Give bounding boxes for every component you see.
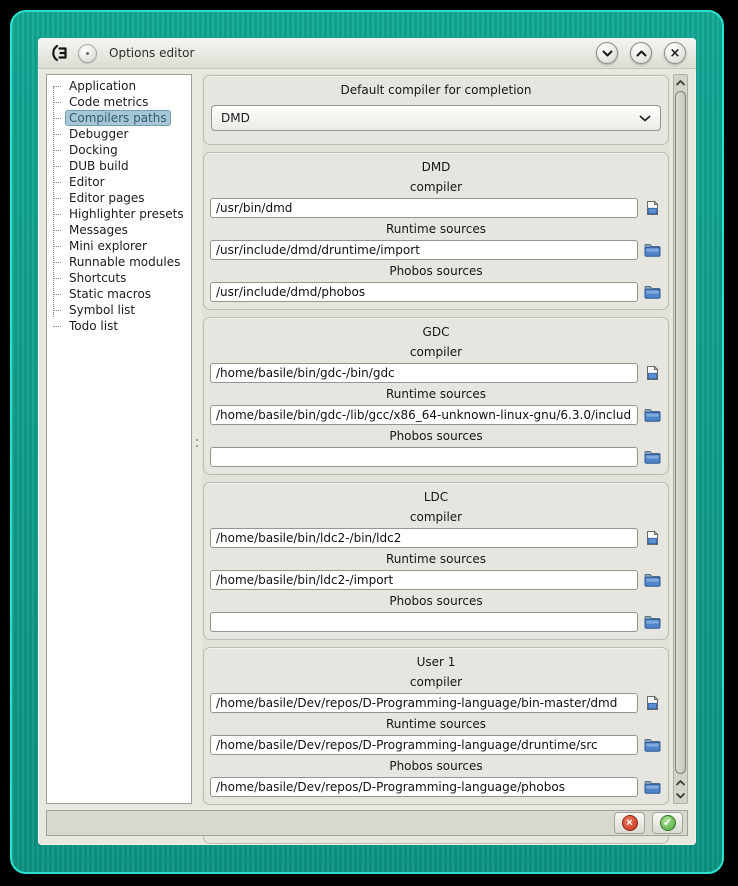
folder-icon [644, 780, 661, 794]
gdc-phobos-browse-button[interactable] [643, 449, 662, 466]
dot-icon [86, 52, 89, 55]
window-menu-button[interactable] [78, 44, 97, 63]
sidebar-item-editor[interactable]: Editor [53, 174, 189, 190]
options-editor-window [38, 38, 696, 845]
folder-icon [644, 243, 661, 257]
groups-viewport [202, 74, 670, 804]
user1-runtime-browse-button[interactable] [643, 737, 662, 754]
content-area [38, 69, 696, 804]
app-logo-icon [48, 44, 70, 62]
group-title: GDC [422, 325, 450, 339]
group-title: User 1 [416, 655, 456, 669]
user1-compiler-browse-button[interactable] [643, 695, 662, 712]
field-label: Phobos sources [389, 594, 483, 608]
accept-button[interactable] [652, 812, 683, 834]
sidebar-item-code-metrics[interactable]: Code metrics [53, 94, 189, 110]
sidebar-item-highlighter-presets[interactable]: Highlighter presets [53, 206, 189, 222]
user1-compiler-input[interactable] [210, 693, 638, 713]
window-frame [10, 10, 724, 874]
ldc-compiler-browse-button[interactable] [643, 530, 662, 547]
sidebar-splitter[interactable] [192, 74, 202, 804]
file-icon [645, 530, 660, 546]
group-title: Default compiler for completion [340, 83, 532, 97]
sidebar-item-shortcuts[interactable]: Shortcuts [53, 270, 189, 286]
ldc-phobos-browse-button[interactable] [643, 614, 662, 631]
sidebar-item-dub-build[interactable]: DUB build [53, 158, 189, 174]
shade-button[interactable] [596, 42, 618, 64]
chevron-up-icon [636, 50, 647, 57]
cancel-icon: × [622, 815, 638, 831]
ldc-phobos-input[interactable] [210, 612, 638, 632]
file-icon [645, 695, 660, 711]
sidebar-item-docking[interactable]: Docking [53, 142, 189, 158]
unshade-button[interactable] [630, 42, 652, 64]
sidebar-item-mini-explorer[interactable]: Mini explorer [53, 238, 189, 254]
dmd-runtime-browse-button[interactable] [643, 242, 662, 259]
dmd-runtime-input[interactable] [210, 240, 638, 260]
combo-value: DMD [221, 111, 250, 125]
gdc-compiler-input[interactable] [210, 363, 638, 383]
sidebar-item-compilers-paths[interactable]: Compilers paths [53, 110, 189, 126]
ldc-runtime-input[interactable] [210, 570, 638, 590]
group-default-compiler [203, 75, 669, 145]
group-dmd [203, 152, 669, 310]
folder-icon [644, 408, 661, 422]
sidebar-item-todo-list[interactable]: Todo list [53, 318, 189, 334]
field-label: compiler [409, 675, 463, 689]
gdc-compiler-browse-button[interactable] [643, 365, 662, 382]
group-user1 [203, 647, 669, 805]
sidebar-item-static-macros[interactable]: Static macros [53, 286, 189, 302]
dmd-compiler-input[interactable] [210, 198, 638, 218]
field-label: compiler [409, 180, 463, 194]
sidebar-item-application[interactable]: Application [53, 78, 189, 94]
titlebar[interactable] [38, 38, 696, 69]
field-label: Runtime sources [385, 552, 487, 566]
dmd-phobos-browse-button[interactable] [643, 284, 662, 301]
sidebar-item-messages[interactable]: Messages [53, 222, 189, 238]
group-gdc [203, 317, 669, 475]
folder-icon [644, 285, 661, 299]
group-ldc [203, 482, 669, 640]
splitter-grip-icon [196, 439, 198, 441]
dmd-phobos-input[interactable] [210, 282, 638, 302]
file-icon [645, 200, 660, 216]
chevron-up-icon [676, 780, 685, 786]
scroll-up-button[interactable] [674, 76, 687, 89]
gdc-runtime-browse-button[interactable] [643, 407, 662, 424]
close-button[interactable] [664, 42, 686, 64]
category-sidebar [46, 74, 192, 804]
close-icon: × [669, 45, 681, 61]
category-tree [49, 78, 189, 334]
compilers-paths-panel [202, 74, 688, 804]
gdc-phobos-input[interactable] [210, 447, 638, 467]
field-label: Runtime sources [385, 717, 487, 731]
user1-runtime-input[interactable] [210, 735, 638, 755]
field-label: compiler [409, 345, 463, 359]
field-label: Phobos sources [389, 759, 483, 773]
check-icon: ✓ [660, 815, 676, 831]
default-compiler-select[interactable] [211, 105, 661, 131]
folder-icon [644, 615, 661, 629]
scroll-down-button[interactable] [674, 789, 687, 802]
sidebar-item-symbol-list[interactable]: Symbol list [53, 302, 189, 318]
dmd-compiler-browse-button[interactable] [643, 200, 662, 217]
group-title: LDC [423, 490, 449, 504]
scrollbar-thumb[interactable] [675, 91, 686, 774]
sidebar-item-editor-pages[interactable]: Editor pages [53, 190, 189, 206]
folder-icon [644, 450, 661, 464]
window-title: Options editor [109, 46, 195, 60]
chevron-down-icon [639, 115, 651, 122]
field-label: compiler [409, 510, 463, 524]
user1-phobos-browse-button[interactable] [643, 779, 662, 796]
field-label: Phobos sources [389, 429, 483, 443]
gdc-runtime-input[interactable] [210, 405, 638, 425]
field-label: Runtime sources [385, 387, 487, 401]
vertical-scrollbar[interactable] [673, 74, 688, 804]
field-label: Phobos sources [389, 264, 483, 278]
user1-phobos-input[interactable] [210, 777, 638, 797]
sidebar-item-runnable-modules[interactable]: Runnable modules [53, 254, 189, 270]
ldc-runtime-browse-button[interactable] [643, 572, 662, 589]
statusbar [46, 810, 688, 836]
field-label: Runtime sources [385, 222, 487, 236]
group-title: DMD [421, 160, 451, 174]
folder-icon [644, 573, 661, 587]
ldc-compiler-input[interactable] [210, 528, 638, 548]
scroll-up-button-secondary[interactable] [674, 776, 687, 789]
folder-icon [644, 738, 661, 752]
chevron-down-icon [676, 793, 685, 799]
chevron-down-icon [602, 50, 613, 57]
cancel-button[interactable] [614, 812, 645, 834]
sidebar-item-debugger[interactable]: Debugger [53, 126, 189, 142]
chevron-up-icon [676, 80, 685, 86]
file-icon [645, 365, 660, 381]
